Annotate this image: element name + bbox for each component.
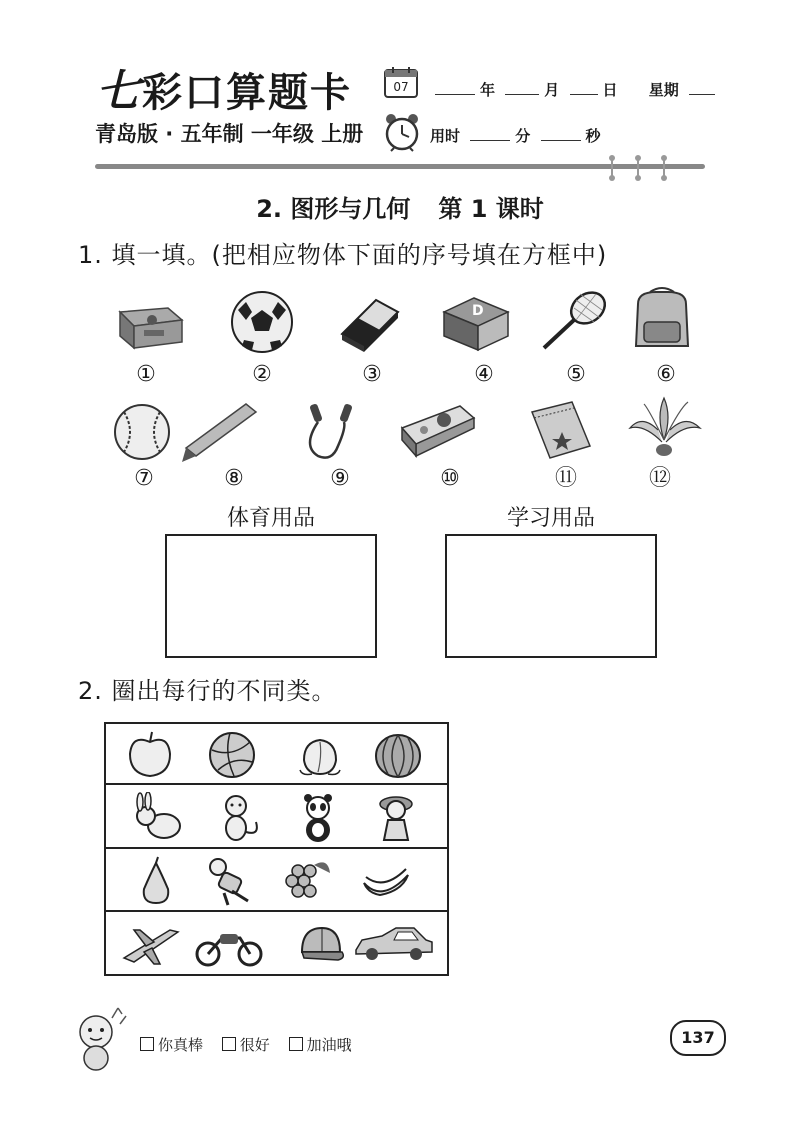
time-used-line: 用时 分 秒 xyxy=(430,124,601,148)
item-number: ⑩ xyxy=(440,466,460,491)
page-number: 137 xyxy=(670,1020,726,1056)
item-number: ④ xyxy=(474,362,494,387)
item-number: ③ xyxy=(362,362,382,387)
question-1-prompt: 1. 填一填。(把相应物体下面的序号填在方框中) xyxy=(78,241,608,269)
lesson-title: 2. 图形与几何 第 1 课时 xyxy=(256,195,544,223)
brand-title: 七彩口算题卡 xyxy=(96,66,352,117)
rule-pin-decoration xyxy=(633,154,643,182)
grapes-icon[interactable] xyxy=(278,855,334,907)
study-box-label: 学习用品 xyxy=(506,506,595,531)
item-number: ⑪ xyxy=(554,466,577,491)
rating-checkbox-3[interactable] xyxy=(289,1037,303,1051)
shuttlecock-icon xyxy=(624,394,704,460)
volleyball-icon[interactable] xyxy=(204,728,260,780)
pear-icon[interactable] xyxy=(128,855,184,907)
item-number: ⑫ xyxy=(648,466,671,491)
cap-icon[interactable] xyxy=(294,918,350,970)
calendar-icon xyxy=(384,66,418,98)
table-row xyxy=(106,788,447,849)
table-row xyxy=(106,851,447,912)
car-icon[interactable] xyxy=(352,918,434,970)
edition-subtitle: 青岛版 · 五年制 一年级 上册 xyxy=(95,122,364,146)
rating-checkbox-1[interactable] xyxy=(140,1037,154,1051)
apple-icon[interactable] xyxy=(122,728,178,780)
watermelon-icon[interactable] xyxy=(370,728,426,780)
alarm-clock-icon xyxy=(382,112,422,152)
toy-doll-icon[interactable] xyxy=(200,855,256,907)
item-number: ② xyxy=(252,362,272,387)
item-number: ⑦ xyxy=(134,466,154,491)
table-row xyxy=(106,914,447,975)
item-number: ⑥ xyxy=(656,362,676,387)
baseball-icon xyxy=(104,398,184,464)
rule-pin-decoration xyxy=(659,154,669,182)
sports-box-label: 体育用品 xyxy=(226,506,315,531)
dictionary-icon xyxy=(436,290,516,356)
soccer-ball-icon xyxy=(222,288,302,354)
backpack-icon xyxy=(622,286,702,352)
peach-icon[interactable] xyxy=(292,728,348,780)
pencil-sharpener-icon xyxy=(110,290,190,356)
item-number: ⑧ xyxy=(224,466,244,491)
eraser-icon xyxy=(330,290,410,356)
mascot-icon xyxy=(72,1004,132,1074)
doll-icon[interactable] xyxy=(368,792,424,844)
svg-text:D: D xyxy=(472,303,484,319)
rabbit-icon[interactable] xyxy=(130,792,186,844)
pencil-icon xyxy=(180,398,260,464)
monkey-icon[interactable] xyxy=(210,792,266,844)
sports-answer-box[interactable] xyxy=(165,534,377,658)
question-2-prompt: 2. 圈出每行的不同类。 xyxy=(78,677,337,705)
tennis-racket-icon xyxy=(536,288,616,354)
date-line: 年 月 日 星期 xyxy=(430,78,720,102)
airplane-icon[interactable] xyxy=(120,918,180,970)
table-row xyxy=(106,724,447,785)
item-number: ⑤ xyxy=(566,362,586,387)
self-rating: 你真棒 很好 加油哦 xyxy=(140,1034,352,1056)
panda-icon[interactable] xyxy=(290,792,346,844)
pencil-case-icon xyxy=(398,398,478,464)
motorcycle-icon[interactable] xyxy=(194,918,264,970)
banana-icon[interactable] xyxy=(358,855,414,907)
jump-rope-icon xyxy=(292,398,372,464)
calendar-day: 07 xyxy=(393,80,409,94)
item-number: ⑨ xyxy=(330,466,350,491)
rule-pin-decoration xyxy=(607,154,617,182)
rating-checkbox-2[interactable] xyxy=(222,1037,236,1051)
item-number: ① xyxy=(136,362,156,387)
study-answer-box[interactable] xyxy=(445,534,657,658)
odd-one-out-table xyxy=(104,722,449,976)
notebook-icon xyxy=(516,398,596,464)
